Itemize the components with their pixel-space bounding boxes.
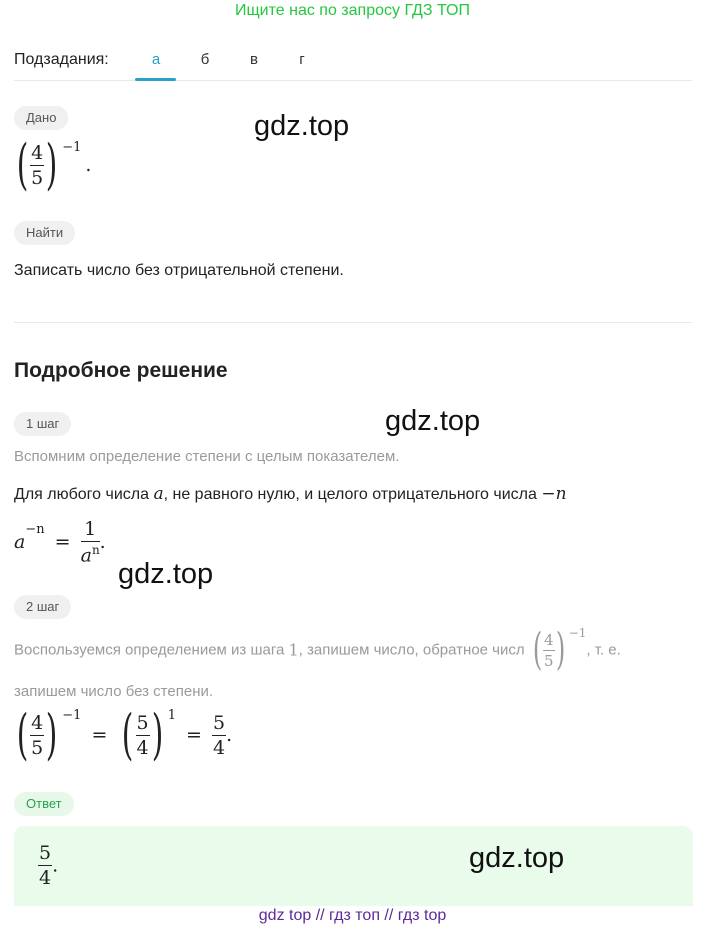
formula-denominator (81, 542, 100, 566)
footer-links[interactable]: gdz top // гдз топ // гдз top (258, 907, 447, 924)
eq-denominator-3: 4 (212, 736, 226, 759)
step1-text-middle: , не равного нулю, и целого отрицательного числа (163, 486, 542, 503)
formula-equals: = (54, 531, 71, 554)
watermark: gdz.top (385, 405, 481, 437)
formula-base: a (14, 531, 26, 554)
tab-g[interactable]: г (299, 51, 305, 68)
given-chip: Дано (14, 106, 68, 130)
find-text: Записать число без отрицательной степени. (14, 262, 344, 279)
eq-equals-2: = (186, 724, 202, 746)
tab-v[interactable]: в (250, 51, 258, 68)
given-exponent: −1 (62, 140, 82, 155)
var-neg-n: −n (541, 484, 567, 504)
eq-exponent-2: 1 (167, 708, 176, 723)
inline-exponent: −1 (568, 626, 587, 640)
section-divider (14, 322, 692, 323)
step2-note-after: , запишем число, обратное числ (298, 641, 525, 659)
tab-b[interactable]: б (200, 51, 210, 68)
answer-box (14, 826, 693, 906)
given-numerator: 4 (31, 141, 44, 164)
given-period: . (85, 154, 92, 176)
formula-den-exponent: n (91, 543, 100, 557)
eq-numerator-1: 4 (31, 711, 44, 734)
answer-denominator: 4 (39, 867, 52, 889)
formula-den-base: a (80, 544, 92, 567)
tab-a[interactable]: а (151, 51, 161, 68)
formula-period: . (99, 531, 106, 554)
eq-equals-1: = (91, 724, 108, 746)
given-expression: ( $\frac{4}{5}$ ) −1. (16, 133, 92, 196)
active-tab-indicator (135, 78, 176, 81)
given-denominator: 5 (31, 166, 44, 189)
watermark: gdz.top (254, 110, 350, 142)
watermark: gdz.top (118, 558, 214, 590)
step1-text-before: Для любого числа (14, 486, 154, 503)
watermark: gdz.top (469, 842, 565, 874)
step2-inline-expression: ( $\frac{4}{5}$ ) −1 (532, 624, 587, 675)
tabs-divider (14, 80, 692, 81)
formula-exponent: −n (25, 522, 45, 537)
step1-chip: 1 шаг (14, 412, 71, 436)
eq-period: . (226, 724, 233, 746)
subtasks-label: Подзадания: (14, 51, 109, 68)
step1-formula (14, 518, 106, 566)
step2-note (14, 624, 621, 675)
promo-banner: Ищите нас по запросу ГДЗ ТОП (235, 2, 470, 19)
solution-title: Подробное решение (14, 359, 228, 382)
eq-numerator-3: 5 (212, 711, 226, 734)
eq-numerator-2: 5 (136, 711, 149, 734)
answer-period: . (52, 854, 59, 877)
step1-note: Вспомним определение степени с целым показателем. (14, 448, 400, 465)
find-chip: Найти (14, 221, 75, 245)
inline-numerator: 4 (543, 630, 554, 649)
eq-exponent-1: −1 (62, 708, 82, 723)
inline-denominator: 5 (543, 651, 554, 670)
step2-chip: 2 шаг (14, 595, 71, 619)
answer-numerator: 5 (39, 842, 52, 864)
step2-equation: ( $\frac{4}{5}$ ) −1 = ( $\frac{5}{4}$ ) 1 = $\frac{5}{4}$ . (16, 703, 233, 766)
step1-definition (14, 484, 567, 504)
formula-numerator: 1 (81, 518, 100, 542)
step2-note-tail: , т. е. (586, 641, 621, 659)
step-reference: 1 (288, 640, 299, 660)
step2-note-line2: запишем число без степени. (14, 683, 214, 700)
step2-note-before: Воспользуемся определением из шага (14, 641, 289, 659)
answer-value (38, 842, 58, 889)
eq-denominator-2: 4 (136, 736, 149, 759)
eq-denominator-1: 5 (31, 736, 44, 759)
answer-chip: Ответ (14, 792, 74, 816)
var-a: a (153, 484, 164, 504)
